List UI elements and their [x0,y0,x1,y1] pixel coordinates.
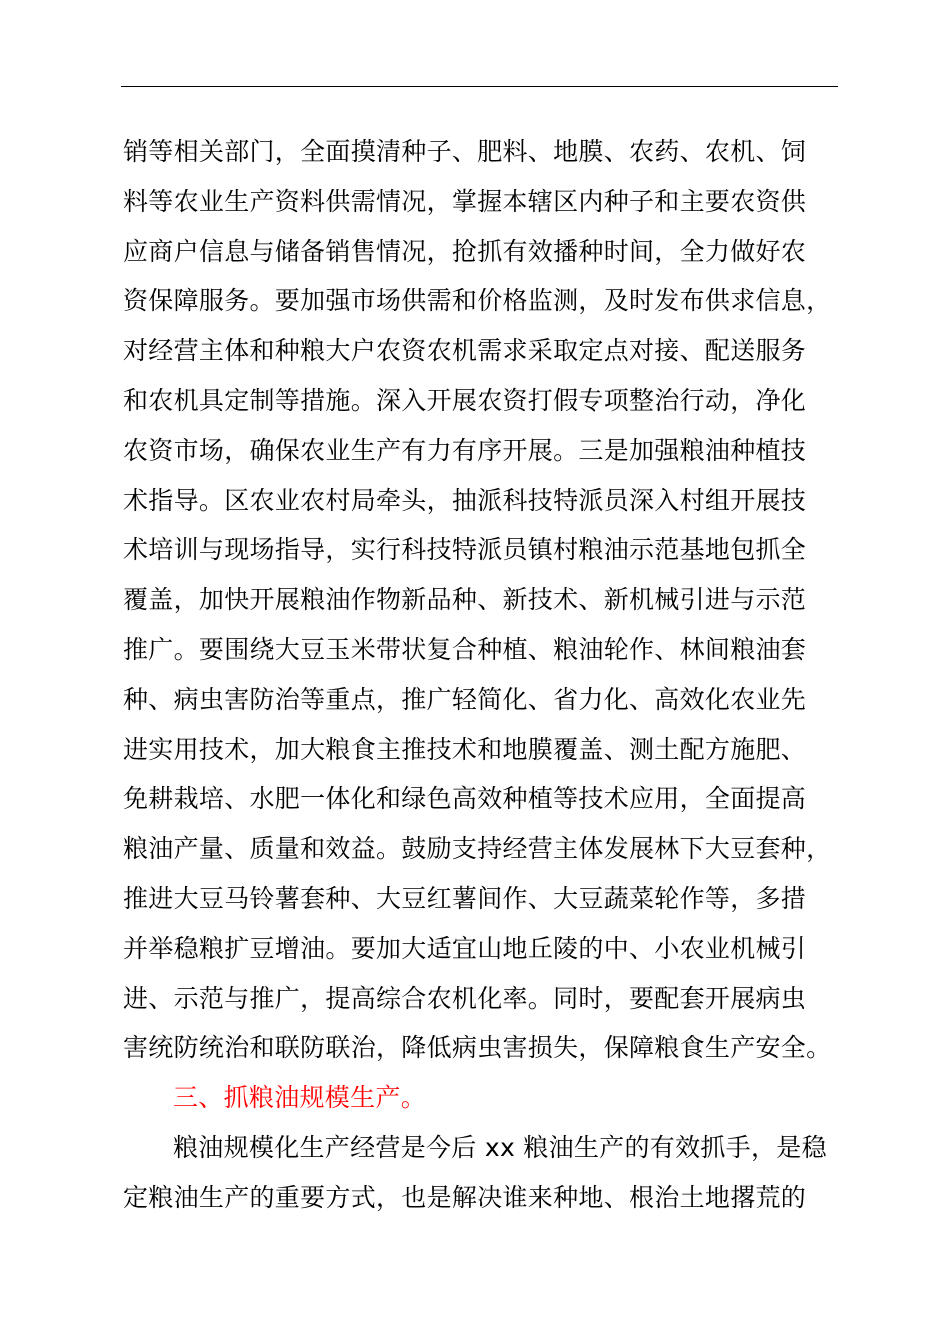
body-line: 覆盖，加快开展粮油作物新品种、新技术、新机械引进与示范 [123,585,807,615]
body-line: 术指导。区农业农村局牵头，抽派科技特派员深入村组开展技 [123,485,807,515]
body-line: 应商户信息与储备销售情况，抢抓有效播种时间，全力做好农 [123,236,807,266]
body-line: 术培训与现场指导，实行科技特派员镇村粮油示范基地包抓全 [123,535,807,565]
body-line: 资保障服务。要加强市场供需和价格监测，及时发布供求信息， [123,286,832,316]
body-line: 并举稳粮扩豆增油。要加大适宜山地丘陵的中、小农业机械引 [123,933,807,963]
body-line: 免耕栽培、水肥一体化和绿色高效种植等技术应用，全面提高 [123,784,807,814]
body-line: 种、病虫害防治等重点，推广轻简化、省力化、高效化农业先 [123,684,807,714]
document-body [123,127,863,1223]
body-line: 粮油产量、质量和效益。鼓励支持经营主体发展林下大豆套种， [123,834,832,864]
body-line: 进实用技术，加大粮食主推技术和地膜覆盖、测土配方施肥、 [123,734,807,764]
body-line: 进、示范与推广，提高综合农机化率。同时，要配套开展病虫 [123,983,807,1013]
body-line: 推进大豆马铃薯套种、大豆红薯间作、大豆蔬菜轮作等，多措 [123,883,807,913]
section-line: 定粮油生产的重要方式，也是解决谁来种地、根治土地撂荒的 [123,1182,807,1212]
body-line: 对经营主体和种粮大户农资农机需求采取定点对接、配送服务 [123,336,807,366]
header-rule [121,86,838,87]
body-line: 农资市场，确保农业生产有力有序开展。三是加强粮油种植技 [123,435,807,465]
section-line: 粮油规模化生产经营是今后 xx 粮油生产的有效抓手，是稳 [173,1132,827,1162]
body-line: 和农机具定制等措施。深入开展农资打假专项整治行动，净化 [123,385,807,415]
body-line: 销等相关部门，全面摸清种子、肥料、地膜、农药、农机、饲 [123,137,807,166]
body-line: 料等农业生产资料供需情况，掌握本辖区内种子和主要农资供 [123,186,807,216]
section-heading: 三、抓粮油规模生产。 [173,1083,427,1113]
body-line: 推广。要围绕大豆玉米带状复合种植、粮油轮作、林间粮油套 [123,634,807,664]
body-line: 害统防统治和联防联治，降低病虫害损失，保障粮食生产安全。 [123,1033,832,1063]
